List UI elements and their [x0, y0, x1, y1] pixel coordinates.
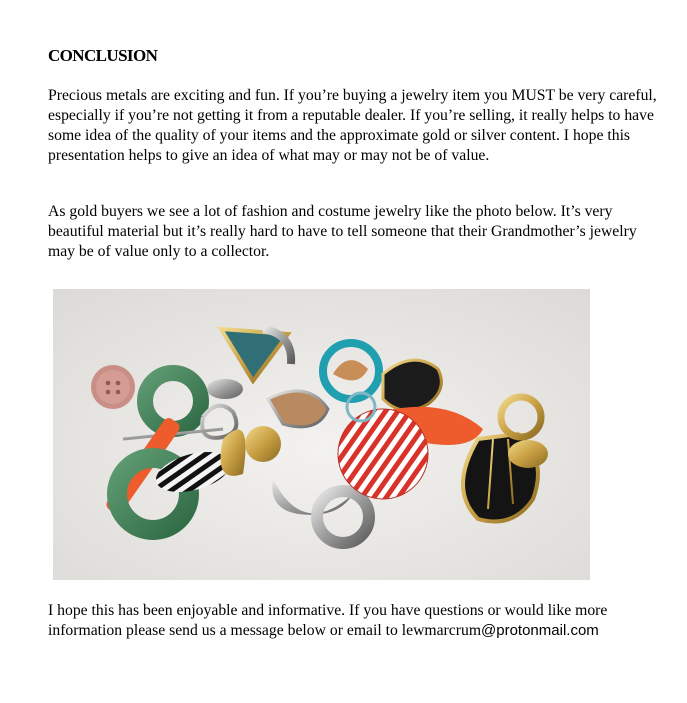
red-white-striped-earring	[338, 409, 428, 499]
closing-paragraph	[48, 601, 678, 641]
costume-jewelry-photo	[53, 289, 590, 580]
pink-button	[91, 365, 135, 409]
costume-jewelry-paragraph: As gold buyers we see a lot of fashion and costume jewelry like the photo below. It’s very beautiful material but it’s really hard to have to tell someone that their Grandmother’s jewelry may be of value only to a collector.	[48, 203, 637, 260]
section-heading: CONCLUSION	[48, 46, 158, 65]
email-domain-link[interactable]: @protonmail.com	[481, 622, 599, 639]
closing-text: I hope this has been enjoyable and informative. If you have questions or would like more information please send us a message below or email to lewmarcrum	[48, 602, 608, 639]
intro-paragraph: Precious metals are exciting and fun. If you’re buying a jewelry item you MUST be very careful, especially if you’re not getting it from a reputable dealer. If you’re selling, it really helps to have some idea of the quality of your items and the approximate gold or silver content. I hope this presentation helps to give an idea of what may or may not be of value.	[48, 87, 657, 164]
